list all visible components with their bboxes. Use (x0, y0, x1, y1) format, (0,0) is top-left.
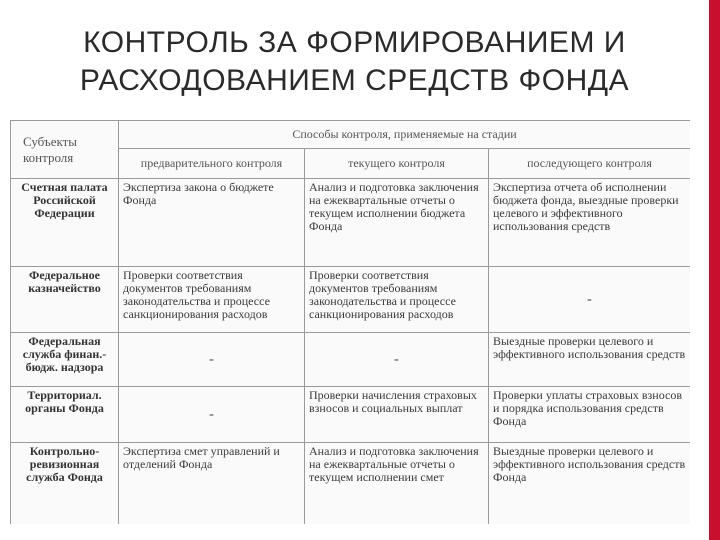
control-table-container (10, 120, 690, 524)
slide-title (0, 24, 709, 100)
table-cell: Проверки уплаты страховых взносов и порядка использования средств Фонда (489, 387, 691, 443)
title-line-1: КОНТРОЛЬ ЗА ФОРМИРОВАНИЕМ И (83, 26, 626, 59)
subject-cell: Счетная палата Российской Федерации (11, 179, 119, 267)
table-row (11, 387, 691, 443)
table-row (11, 267, 691, 333)
header-stage-subsequent: последующего контроля (489, 149, 691, 179)
table-cell: - (489, 267, 691, 333)
accent-bar (709, 0, 720, 540)
table-cell: Экспертиза закона о бюджете Фонда (119, 179, 305, 267)
table-row (11, 443, 691, 525)
table-cell: Анализ и подготовка заключения на ежеквартальные отчеты о текущем исполнении бюджета Фонда (305, 179, 489, 267)
control-table (10, 120, 690, 524)
table-cell: Проверки начисления страховых взносов и социальных выплат (305, 387, 489, 443)
table-cell: Экспертиза смет управлений и отделений Фонда (119, 443, 305, 525)
table-cell: Анализ и подготовка заключения на ежеквартальные отчеты о текущем исполнении смет (305, 443, 489, 525)
table-row (11, 179, 691, 267)
header-methods: Способы контроля, применяемые на стадии (119, 121, 691, 149)
table-cell: Проверки соответствия документов требованиям законодательства и процессе санкционирования расходов (305, 267, 489, 333)
table-cell: Проверки соответствия документов требованиям законодательства и процессе санкционирования расходов (119, 267, 305, 333)
table-row (11, 333, 691, 387)
title-line-2: РАСХОДОВАНИЕМ СРЕДСТВ ФОНДА (79, 64, 630, 97)
subject-cell: Территориал. органы Фонда (11, 387, 119, 443)
table-cell: Выездные проверки целевого и эффективного использования средств Фонда (489, 443, 691, 525)
table-cell: Выездные проверки целевого и эффективного использования средств (489, 333, 691, 387)
header-stage-preliminary: предварительного контроля (119, 149, 305, 179)
table-cell: - (119, 333, 305, 387)
subject-cell: Контрольно-ревизионная служба Фонда (11, 443, 119, 525)
table-cell: - (119, 387, 305, 443)
header-stage-current: текущего контроля (305, 149, 489, 179)
table-cell: - (305, 333, 489, 387)
header-subjects: Субъекты контроля (11, 121, 119, 179)
table-cell: Экспертиза отчета об исполнении бюджета фонда, выездные проверки целевого и эффективного использования средств (489, 179, 691, 267)
subject-cell: Федеральная служба финан.-бюдж. надзора (11, 333, 119, 387)
subject-cell: Федеральное казначейство (11, 267, 119, 333)
